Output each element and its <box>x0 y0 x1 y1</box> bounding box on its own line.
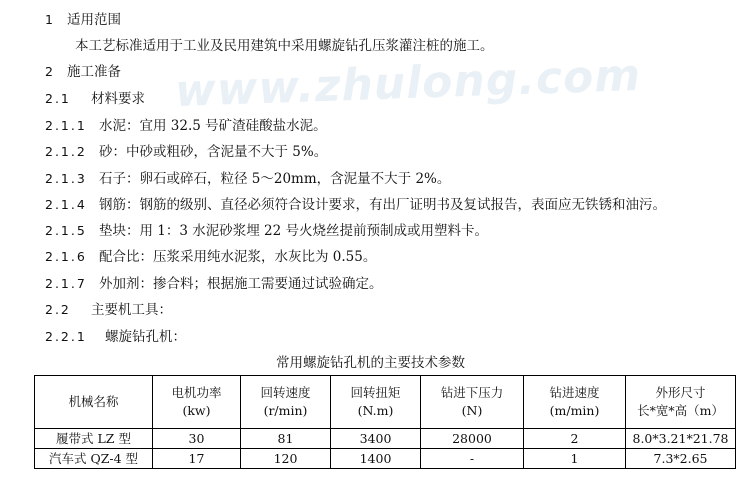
paragraph-scope <box>75 37 494 55</box>
item-number: 2.1.3 <box>45 171 87 186</box>
header-unit: (r/min) <box>263 403 308 418</box>
table-cell: 120 <box>241 449 331 469</box>
item-number: 2.1.6 <box>45 249 87 264</box>
table-cell: 28000 <box>421 429 524 449</box>
item-text: 砂：中砂或粗砂，含泥量不大于 5%。 <box>99 144 328 160</box>
section-number: 2.1 <box>45 91 71 106</box>
header-cell <box>35 376 153 429</box>
header-unit: (N.m) <box>357 403 394 418</box>
item-2-1-6 <box>45 248 376 266</box>
header-label: 外形尺寸 <box>655 385 706 400</box>
item-2-1-4 <box>45 196 666 214</box>
item-2-1-2 <box>45 143 327 161</box>
header-label: 机械名称 <box>68 394 119 409</box>
table-cell: 30 <box>153 429 241 449</box>
spec-table <box>34 375 736 469</box>
item-number: 2.1.7 <box>45 276 87 291</box>
item-text: 石子：卵石或碎石，粒径 5～20mm，含泥量不大于 2%。 <box>99 171 451 187</box>
item-number: 2.1.1 <box>45 118 87 133</box>
item-text: 外加剂：掺合料；根据施工需要通过试验确定。 <box>99 276 383 292</box>
table-cell: 履带式 LZ 型 <box>35 429 153 449</box>
table-row <box>35 449 736 469</box>
header-unit: 长*宽*高（m） <box>637 403 724 418</box>
header-label: 回转扭矩 <box>350 385 401 400</box>
header-cell <box>153 376 241 429</box>
item-text: 螺旋钻孔机： <box>105 329 186 345</box>
header-unit: (kw) <box>182 403 211 418</box>
table-cell: 81 <box>241 429 331 449</box>
item-text: 垫块：用 1：3 水泥砂浆埋 22 号火烧丝提前预制成或用塑料卡。 <box>99 223 489 239</box>
table-cell: - <box>421 449 524 469</box>
table-cell: 汽车式 QZ-4 型 <box>35 449 153 469</box>
table-cell: 1400 <box>331 449 421 469</box>
item-2-1-5 <box>45 222 488 240</box>
table-cell: 7.3*2.65 <box>626 449 736 469</box>
header-cell <box>421 376 524 429</box>
section-heading-2-1 <box>45 90 145 108</box>
header-label: 钻进下压力 <box>440 385 504 400</box>
watermark: www.zhulong.com <box>174 49 642 118</box>
table-cell: 2 <box>524 429 626 449</box>
header-cell <box>626 376 736 429</box>
table-caption: 常用螺旋钻孔机的主要技术参数 <box>276 355 465 371</box>
item-number: 2.1.5 <box>45 223 87 238</box>
section-title: 材料要求 <box>91 91 145 107</box>
table-cell: 3400 <box>331 429 421 449</box>
header-cell <box>241 376 331 429</box>
header-label: 电机功率 <box>171 385 222 400</box>
item-text: 钢筋：钢筋的级别、直径必须符合设计要求，有出厂证明书及复试报告，表面应无铁锈和油污。 <box>99 197 666 213</box>
item-number: 2.2.1 <box>45 329 87 344</box>
section-heading-1 <box>45 11 121 29</box>
header-label: 回转速度 <box>260 385 311 400</box>
item-2-2-1 <box>45 328 186 346</box>
table-cell: 17 <box>153 449 241 469</box>
section-title: 适用范围 <box>67 12 121 28</box>
header-unit: (N) <box>461 403 483 418</box>
header-cell <box>524 376 626 429</box>
item-2-1-3 <box>45 170 450 188</box>
section-title: 施工准备 <box>67 64 121 80</box>
item-number: 2.1.2 <box>45 144 87 159</box>
section-title: 主要机工具： <box>91 302 172 318</box>
section-number: 2.2 <box>45 302 71 317</box>
table-cell: 1 <box>524 449 626 469</box>
header-cell <box>331 376 421 429</box>
item-text: 水泥：宜用 32.5 号矿渣硅酸盐水泥。 <box>99 118 327 134</box>
header-label: 钻进速度 <box>549 385 600 400</box>
paragraph-text: 本工艺标准适用于工业及民用建筑中采用螺旋钻孔压浆灌注桩的施工。 <box>75 38 494 54</box>
item-2-1-7 <box>45 275 383 293</box>
item-number: 2.1.4 <box>45 197 87 212</box>
item-text: 配合比：压浆采用纯水泥浆，水灰比为 0.55。 <box>99 249 377 265</box>
item-2-1-1 <box>45 117 327 135</box>
table-header-row <box>35 376 736 429</box>
section-heading-2-2 <box>45 301 172 319</box>
section-number: 2 <box>45 64 55 79</box>
header-unit: (m/min) <box>549 403 600 418</box>
table-row <box>35 429 736 449</box>
section-heading-2 <box>45 63 121 81</box>
table-cell: 8.0*3.21*21.78 <box>626 429 736 449</box>
section-number: 1 <box>45 12 55 27</box>
